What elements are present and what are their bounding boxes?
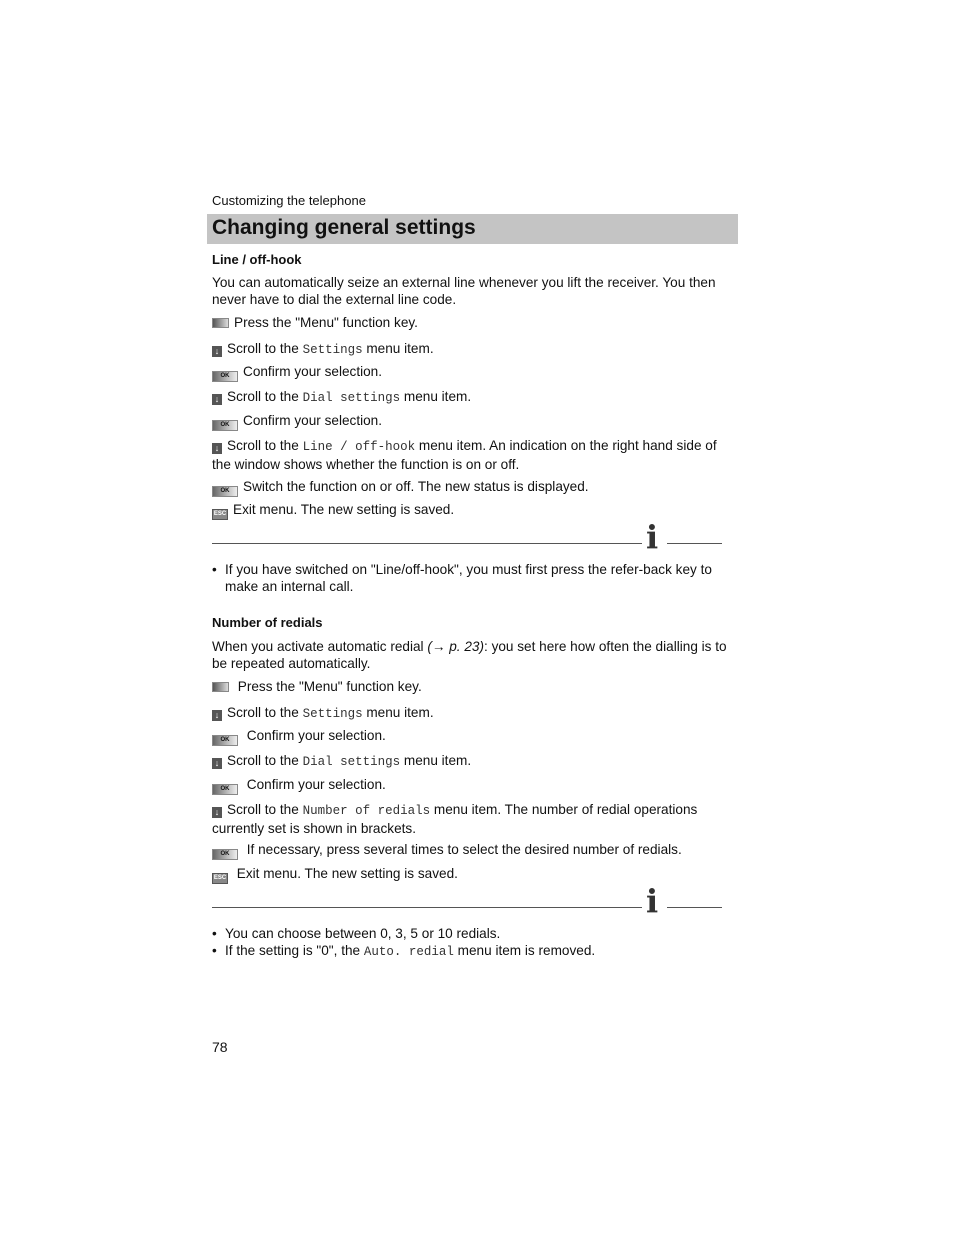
ok-key-icon: OK (212, 420, 238, 431)
ok-key-icon: OK (212, 784, 238, 795)
page-reference: (→ p. 23) (427, 639, 485, 654)
intro-text: : you set here how often the dialling is to be repeated automatically. (212, 639, 727, 671)
step (212, 388, 738, 407)
menu-key-icon (212, 318, 229, 328)
menu-item-name: Settings (302, 343, 363, 357)
step-text: Exit menu. The new setting is saved. (233, 502, 455, 517)
ok-key-icon: OK (212, 849, 238, 860)
menu-item-name: Line / off-hook (302, 440, 416, 454)
ok-key-icon: OK (212, 486, 238, 497)
step (212, 841, 738, 860)
bullet-icon: • (212, 943, 217, 958)
scroll-down-icon: ↓ (212, 346, 222, 357)
step-text: menu item. (400, 389, 472, 404)
ok-key-icon: OK (212, 735, 238, 746)
info-divider (667, 543, 722, 544)
esc-key-icon: ESC (212, 509, 228, 520)
running-header: Customizing the telephone (212, 193, 366, 208)
section-intro (212, 638, 738, 672)
step-text: menu item. (400, 753, 472, 768)
step-text: menu item. (362, 705, 434, 720)
info-divider (212, 907, 642, 908)
step-text: Scroll to the (227, 802, 303, 817)
page-title: Changing general settings (212, 216, 476, 239)
step-text: Scroll to the (227, 753, 303, 768)
note-item (212, 561, 738, 595)
esc-key-icon: ESC (212, 873, 228, 884)
step-text: Press the "Menu" function key. (234, 315, 418, 330)
scroll-down-icon: ↓ (212, 443, 222, 454)
step (212, 437, 738, 473)
step-text: If necessary, press several times to select the desired number of redials. (246, 842, 682, 857)
scroll-down-icon: ↓ (212, 710, 222, 721)
note-text: You can choose between 0, 3, 5 or 10 redials. (225, 926, 501, 941)
note-text: menu item is removed. (453, 943, 596, 958)
step (212, 776, 738, 795)
page-number: 78 (212, 1039, 228, 1055)
step-text: Press the "Menu" function key. (237, 679, 422, 694)
step (212, 340, 738, 359)
step-text: Confirm your selection. (243, 364, 383, 379)
step-text: Scroll to the (227, 341, 303, 356)
step-text: menu item. (362, 341, 434, 356)
section-heading-number-of-redials: Number of redials (212, 615, 323, 630)
title-bar (207, 214, 738, 244)
step-text: menu item. The number of redial operations currently set is shown in brackets. (212, 802, 698, 836)
scroll-down-icon: ↓ (212, 394, 222, 405)
step (212, 412, 738, 431)
menu-item-name: Settings (302, 707, 363, 721)
menu-key-icon (212, 682, 229, 692)
step-text: Confirm your selection. (246, 728, 386, 743)
menu-item-name: Auto. redial (363, 945, 454, 959)
menu-item-name: Number of redials (302, 804, 431, 818)
step-text: Confirm your selection. (243, 413, 383, 428)
section-heading-line-offhook: Line / off-hook (212, 252, 302, 267)
step (212, 501, 738, 520)
step-text: Confirm your selection. (246, 777, 386, 792)
step (212, 314, 738, 331)
bullet-icon: • (212, 562, 217, 577)
step-text: Scroll to the (227, 705, 303, 720)
step (212, 727, 738, 746)
info-icon: i (646, 882, 659, 920)
scroll-down-icon: ↓ (212, 807, 222, 818)
menu-item-name: Dial settings (302, 391, 401, 405)
note-item (212, 925, 738, 942)
step (212, 704, 738, 723)
note-item (212, 942, 738, 961)
scroll-down-icon: ↓ (212, 758, 222, 769)
step (212, 801, 738, 837)
menu-item-name: Dial settings (302, 755, 401, 769)
step-text: menu item. An indication on the right hand side of the window shows whether the function is on or off. (212, 438, 717, 472)
bullet-icon: • (212, 926, 217, 941)
step (212, 752, 738, 771)
info-icon: i (646, 518, 659, 556)
ok-key-icon: OK (212, 371, 238, 382)
step (212, 678, 738, 695)
note-text: If the setting is "0", the (225, 943, 364, 958)
intro-text: When you activate automatic redial (212, 639, 428, 654)
step-text: Exit menu. The new setting is saved. (236, 866, 458, 881)
step-text: Scroll to the (227, 438, 303, 453)
step (212, 865, 738, 884)
step-text: Switch the function on or off. The new status is displayed. (243, 479, 589, 494)
note-text: If you have switched on "Line/off-hook", you must first press the refer-back key to make an internal call. (225, 562, 712, 594)
step (212, 478, 738, 497)
info-divider (667, 907, 722, 908)
step (212, 363, 738, 382)
section-intro: You can automatically seize an external line whenever you lift the receiver. You then never have to dial the external line code. (212, 275, 716, 307)
info-divider (212, 543, 642, 544)
step-text: Scroll to the (227, 389, 303, 404)
